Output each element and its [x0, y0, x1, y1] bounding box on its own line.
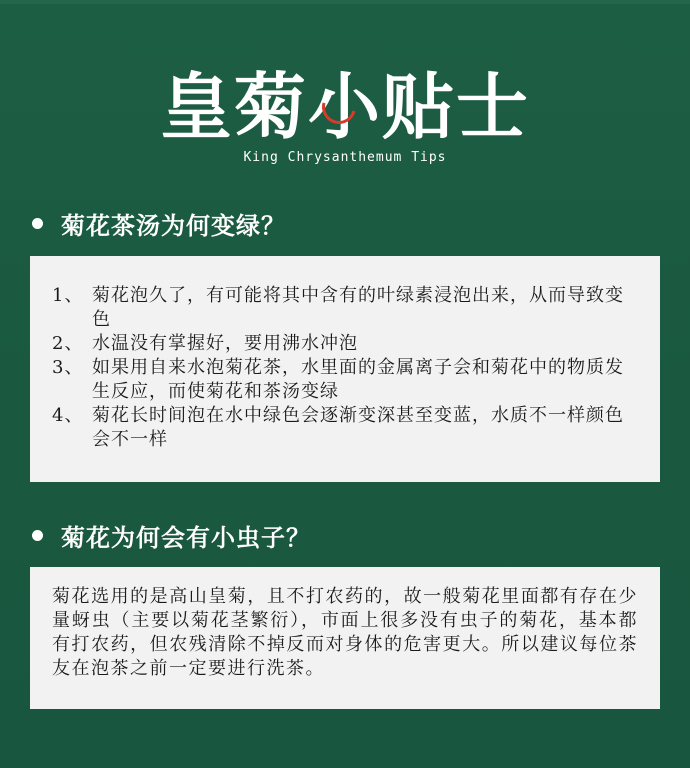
- list-number: 3、: [52, 357, 84, 378]
- tips-card-insects: [30, 567, 660, 709]
- top-divider: [0, 0, 690, 4]
- list-number: 1、: [52, 285, 84, 306]
- list-item: [52, 356, 638, 404]
- list-text: 菊花泡久了，有可能将其中含有的叶绿素浸泡出来，从而导致变色: [92, 285, 624, 330]
- section-heading-green-tea: [32, 206, 286, 241]
- tips-paragraph: 菊花选用的是高山皇菊，且不打农药的，故一般菊花里面都有存在少量蚜虫（主要以菊花茎繁衍），市面上很多没有虫子的菊花，基本都有打农药，但农残清除不掉反而对身体的危害更大。所以建议每位茶友在泡茶之前一定要进行洗茶。: [52, 586, 638, 679]
- list-item: [52, 332, 638, 356]
- section-title: 菊花为何会有小虫子？: [61, 524, 311, 552]
- tips-card-green-tea: [30, 256, 660, 482]
- section-heading-insects: [32, 518, 311, 553]
- section-title: 菊花茶汤为何变绿？: [61, 212, 286, 240]
- list-number: 4、: [52, 405, 84, 426]
- list-text: 水温没有掌握好，要用沸水冲泡: [92, 333, 358, 354]
- list-number: 2、: [52, 333, 84, 354]
- bullet-icon: [32, 218, 43, 229]
- page-title: 皇菊小贴士: [159, 64, 530, 149]
- list-text: 菊花长时间泡在水中绿色会逐渐变深甚至变蓝，水质不一样颜色会不一样: [92, 405, 624, 450]
- list-item: [52, 284, 638, 332]
- page-subtitle: King Chrysanthemum Tips: [243, 150, 447, 165]
- list-item: [52, 404, 638, 452]
- bullet-icon: [32, 530, 43, 541]
- list-text: 如果用自来水泡菊花茶，水里面的金属离子会和菊花中的物质发生反应，而使菊花和茶汤变绿: [92, 357, 624, 402]
